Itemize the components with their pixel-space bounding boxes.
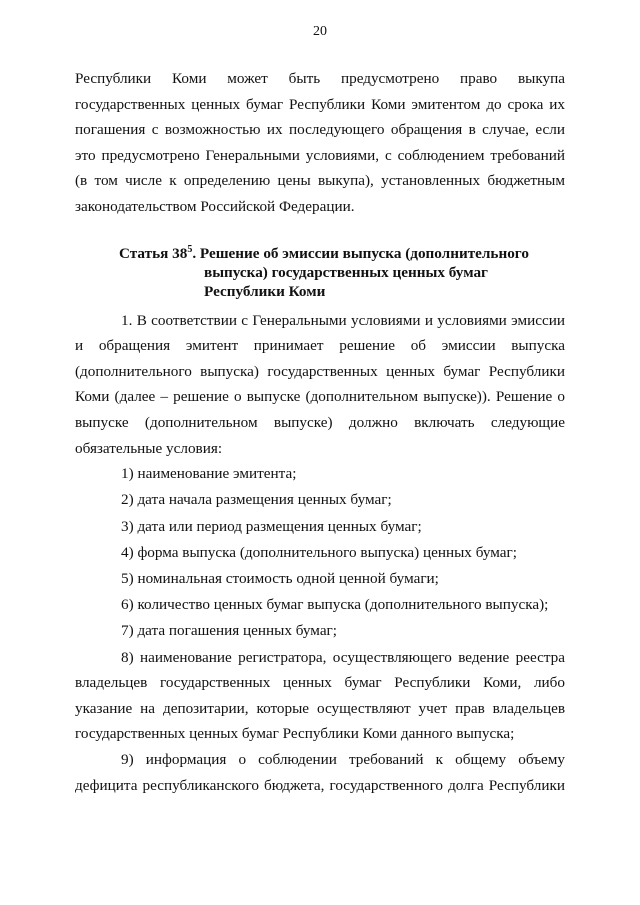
text-line: это предусмотрено Генеральными условиями, с соблюдением требований <box>75 146 565 164</box>
conditions-list <box>75 461 565 644</box>
text-line: 8) наименование регистратора, осуществляющего ведение реестра <box>121 648 565 666</box>
paragraph-1 <box>75 308 565 462</box>
text-line: дефицита республиканского бюджета, государственного долга Республики <box>75 776 565 794</box>
list-item: 4) форма выпуска (дополнительного выпуска) ценных бумаг; <box>121 543 517 561</box>
article-heading-line: Республики Коми <box>204 282 326 300</box>
text-line: владельцев государственных ценных бумаг Республики Коми, либо <box>75 674 565 692</box>
text-line: государственных ценных бумаг Республики Коми данного выпуска; <box>75 725 515 743</box>
text-line: (дополнительного выпуска) государственных ценных бумаг Республики <box>75 362 565 380</box>
text-line: Коми (далее – решение о выпуске (дополнительном выпуске)). Решение о <box>75 388 565 406</box>
item-9 <box>75 747 565 798</box>
article-heading-line: выпуска) государственных ценных бумаг <box>204 263 488 281</box>
text-line: государственных ценных бумаг Республики Коми эмитентом до срока их <box>75 95 565 113</box>
text-line: указание на депозитарии, которые осуществляют учет прав владельцев <box>75 699 565 717</box>
text-line: (в том числе к определению цены выкупа), установленных бюджетным <box>75 172 565 190</box>
document-body <box>75 66 565 798</box>
intro-paragraph <box>75 66 565 220</box>
list-item: 6) количество ценных бумаг выпуска (дополнительного выпуска); <box>121 596 549 614</box>
article-heading <box>75 244 565 301</box>
list-item: 2) дата начала размещения ценных бумаг; <box>121 491 392 509</box>
text-line: и обращения эмитент принимает решение об эмиссии выпуска <box>75 337 565 355</box>
page-number: 20 <box>313 24 327 39</box>
text-line: 1. В соответствии с Генеральными условиями и условиями эмиссии <box>121 311 565 329</box>
text-line: законодательством Российской Федерации. <box>75 197 355 215</box>
text-line: Республики Коми может быть предусмотрено право выкупа <box>75 70 565 87</box>
article-heading-line <box>75 244 565 263</box>
article-superscript: 5 <box>187 243 193 255</box>
list-item: 5) номинальная стоимость одной ценной бумаги; <box>121 569 439 587</box>
article-prefix: Статья 38 <box>119 244 188 262</box>
text-line: погашения с возможностью их последующего обращения в случае, если <box>75 121 565 139</box>
article-title-part: . Решение об эмиссии выпуска (дополнительного <box>192 244 529 262</box>
text-line: выпуске (дополнительном выпуске) должно включать следующие <box>75 413 565 431</box>
list-item: 3) дата или период размещения ценных бумаг; <box>121 517 422 535</box>
list-item: 1) наименование эмитента; <box>121 465 297 483</box>
list-item: 7) дата погашения ценных бумаг; <box>121 622 338 640</box>
text-line: 9) информация о соблюдении требований к общему объему <box>121 750 565 768</box>
item-8 <box>75 645 565 747</box>
text-line: обязательные условия: <box>75 439 223 457</box>
